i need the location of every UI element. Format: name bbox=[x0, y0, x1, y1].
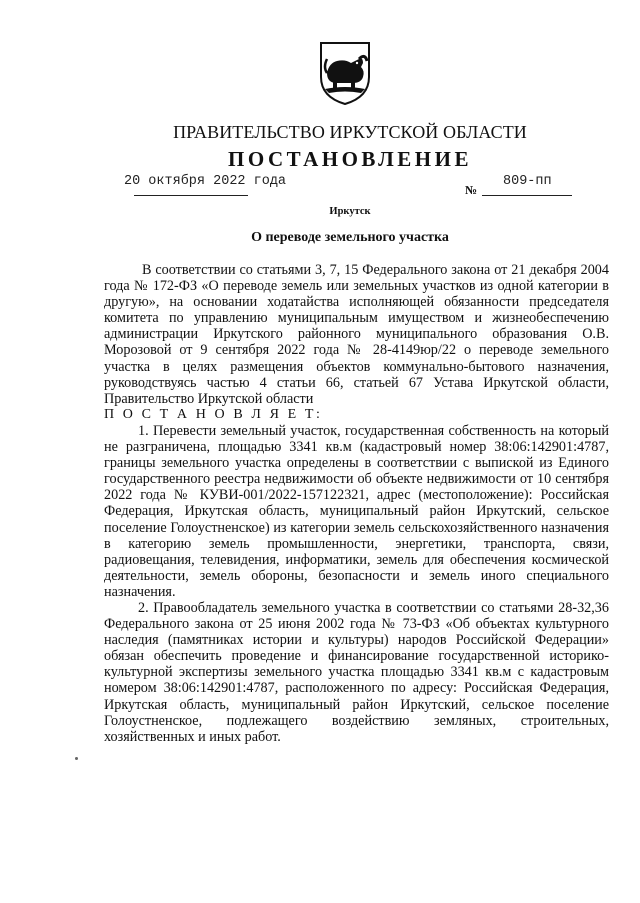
number-underline bbox=[482, 195, 572, 196]
number-sign: № bbox=[465, 183, 478, 197]
document-title: О переводе земельного участка bbox=[251, 230, 449, 245]
date-underline bbox=[134, 195, 248, 196]
item-paragraph-1: 1. Перевести земельный участок, государственная собственность на который не разграничена, площадью 3341 кв.м (кадастровый номер 38:06:142901:4787, границы земельного участка определены в соответствии с выпиской из Единого государственного реестра недвижимости об объекте недвижимости от 10 сентября 2022 года № КУВИ-001/2022-157122321, адрес (местоположение): Российская Федерация, Иркутская область, муниципальный район Иркутский, сельское поселение Голоустненское) из категории земель сельскохозяйственного назначения в категорию земель промышленности, энергетики, транспорта, связи, радиовещания, телевидения, информатики, земель для обеспечения космической деятельности, земель обороны, безопасности и земель иного специального назначения. bbox=[104, 422, 609, 600]
city-name: Иркутск bbox=[329, 206, 371, 217]
scan-speck bbox=[75, 757, 78, 760]
document-date: 20 октября 2022 года bbox=[124, 174, 287, 189]
document-number: 809-пп bbox=[503, 174, 552, 189]
preamble-paragraph: В соответствии со статьями 3, 7, 15 Федерального закона от 21 декабря 2004 года № 172-ФЗ «О переводе земель или земельных участков из одной категории в другую», на основании ходатайства исполняющей обязанности председателя комитета по управлению муниципальным имуществом и жизнеобеспечению администрации Иркутского районного муниципального образования О.В. Морозовой от 9 сентября 2022 года № 28-4149юр/22 о переводе земельного участка в целях размещения объектов коммунально-бытового назначения, руководствуясь частью 4 статьи 66, статьей 67 Устава Иркутской области, Правительство Иркутской области bbox=[104, 262, 609, 407]
item-paragraph-2: 2. Правообладатель земельного участка в соответствии со статьями 28-32,36 Федерального закона от 25 июня 2002 года № 73-ФЗ «Об объектах культурного наследия (памятниках истории и культуры) народов Российской Федерации» обязан обеспечить проведение и финансирование государственной историко-культурной экспертизы земельного участка площадью 3341 кв.м с кадастровым номером 38:06:142901:4787, расположенного по адресу: Российская Федерация, Иркутская область, муниципальный район Иркутский, сельское поселение Голоустненское, подлежащего воздействию земляных, строительных, хозяйственных и иных работ. bbox=[104, 599, 609, 745]
document-type-heading: ПОСТАНОВЛЕНИЕ bbox=[228, 147, 472, 171]
government-name: ПРАВИТЕЛЬСТВО ИРКУТСКОЙ ОБЛАСТИ bbox=[173, 122, 527, 142]
irkutsk-coat-of-arms-icon bbox=[315, 37, 375, 107]
document-body bbox=[104, 262, 609, 745]
resolves-heading: П О С Т А Н О В Л Я Е Т: bbox=[104, 406, 323, 422]
